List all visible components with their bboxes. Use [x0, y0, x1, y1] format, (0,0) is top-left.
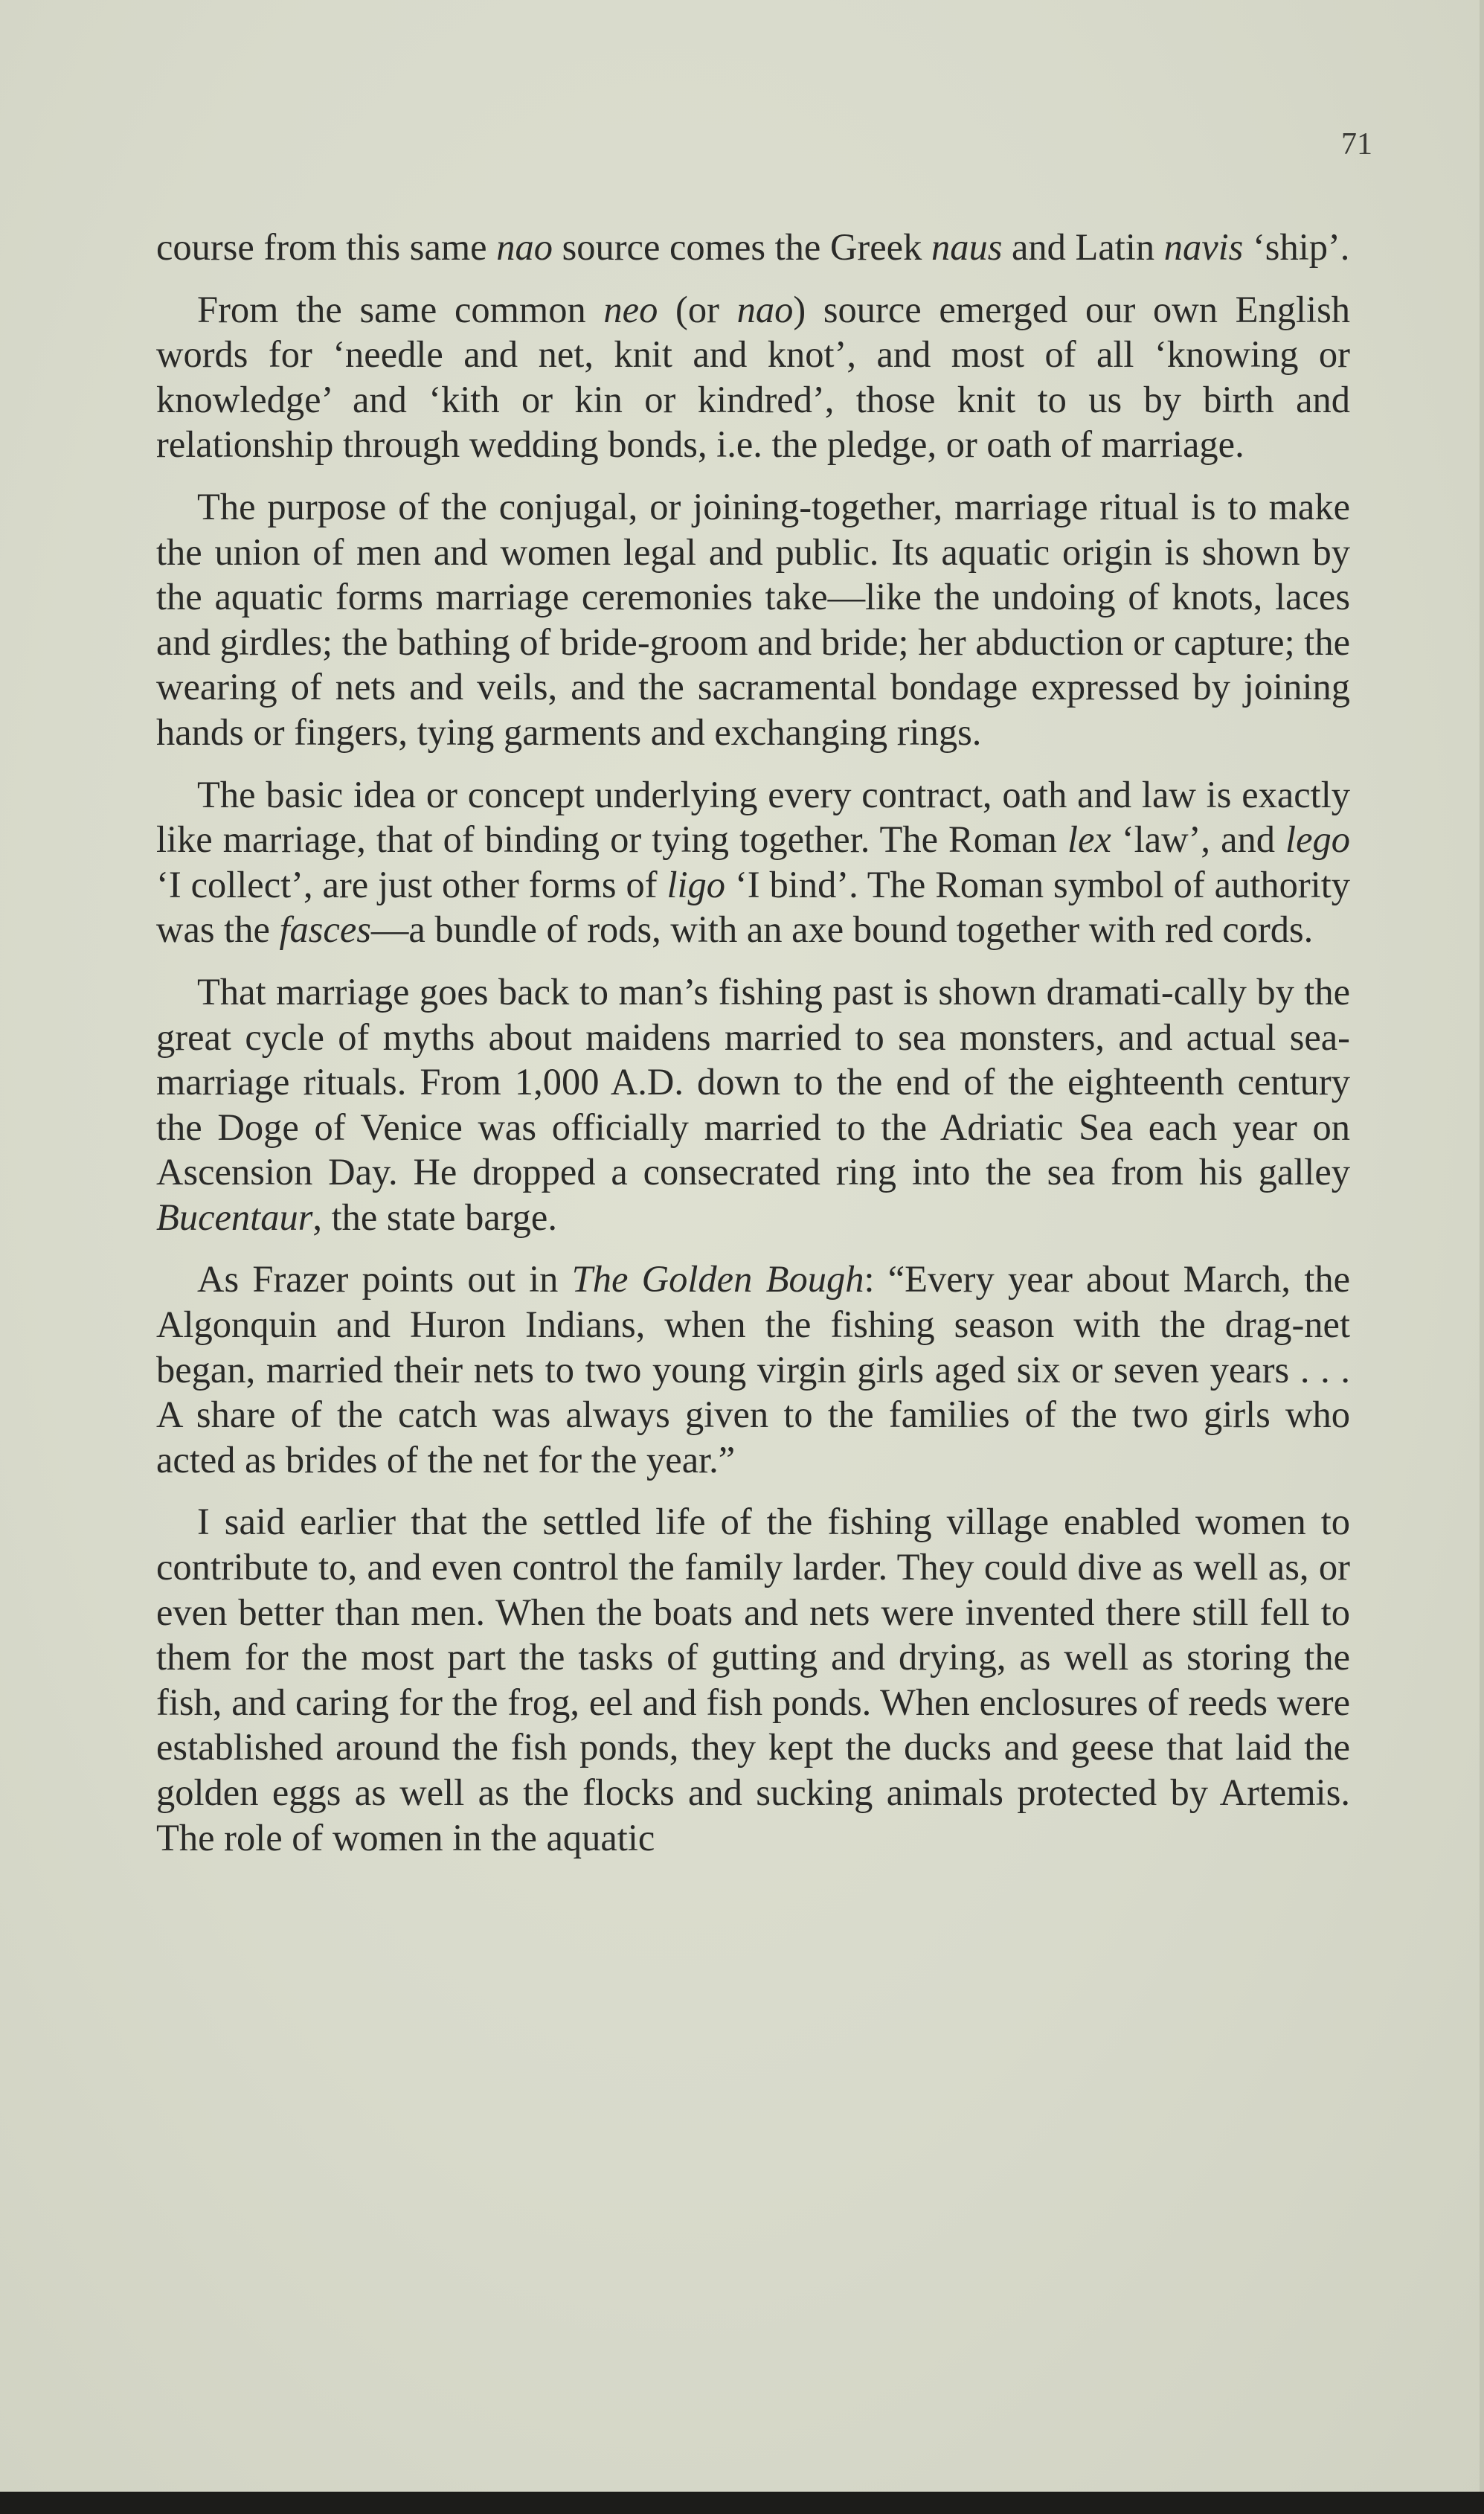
text-run: I said earlier that the settled life of the fishing village enabled women to contribute to, and even control the family larder. They could dive as well as, or even better than men. When the boats and nets were invented there still fell to them for the most part the tasks of gutting and drying, as well as storing the fish, and caring for the frog, eel and fish ponds. When enclosures of reeds were established around the fish ponds, they kept the ducks and geese that laid the golden eggs as well as the flocks and sucking animals protected by Artemis. The role of women in the aquatic	[156, 1501, 1350, 1859]
paragraph	[156, 1499, 1350, 1860]
text-run: , the state barge.	[312, 1196, 557, 1238]
text-run: The purpose of the conjugal, or joining-together, marriage ritual is to make the union of men and women legal and public. Its aquatic origin is shown by the aquatic forms marriage ceremonies take—like the undoing of knots, laces and girdles; the bathing of bride-groom and bride; her abduction or capture; the wearing of nets and veils, and the sacramental bondage expressed by joining hands or fingers, tying garments and exchanging rings.	[156, 485, 1350, 753]
paragraph	[156, 287, 1350, 467]
paragraph	[156, 225, 1350, 270]
paragraph	[156, 484, 1350, 755]
text-run: source comes the Greek	[552, 226, 931, 268]
text-run: As Frazer points out in	[197, 1258, 572, 1301]
italic-term: nao	[496, 226, 553, 268]
text-run: and Latin	[1002, 226, 1164, 268]
text-run: : “Every year about March, the Algonquin and Huron Indians, when the fishing season with the drag-net began, married their nets to two young virgin girls aged six or seven years . . . A share of the catch was always given to the families of the two girls who acted as brides of the net for the year.”	[156, 1258, 1351, 1481]
scan-bottom-border	[0, 2492, 1484, 2514]
italic-term: neo	[603, 288, 658, 330]
body-text	[156, 225, 1350, 1877]
italic-term: navis	[1163, 226, 1244, 268]
text-run: course from this same	[156, 226, 497, 268]
paragraph	[156, 772, 1350, 952]
text-run: ‘I bind’. The Roman symbol of authority was the	[156, 863, 1351, 951]
text-run: ) source emerged our own English words for ‘needle and net, knit and knot’, and most of all ‘knowing or knowledge’ and ‘kith or kin or kindred’, those knit to us by birth and relationship through wedding bonds, i.e. the pledge, or oath of marriage.	[156, 288, 1350, 466]
italic-term: ligo	[666, 863, 726, 905]
italic-term: naus	[931, 226, 1003, 268]
text-run: ‘ship’.	[1243, 226, 1350, 268]
italic-term: Bucentaur	[156, 1196, 313, 1238]
italic-term: The Golden Bough	[571, 1258, 864, 1301]
text-run: —a bundle of rods, with an axe bound together with red cords.	[370, 908, 1314, 951]
text-run: ‘law’, and	[1111, 818, 1286, 861]
text-run: ‘I collect’, are just other forms of	[156, 863, 667, 905]
italic-term: nao	[736, 288, 794, 330]
text-run: (or	[658, 288, 737, 330]
text-run: That marriage goes back to man’s fishing past is shown dramati-cally by the great cycle of myths about maidens married to sea monsters, and actual sea-marriage rituals. From 1,000 A.D. down to the end of the eighteenth century the Doge of Venice was officially married to the Adriatic Sea each year on Ascension Day. He dropped a consecrated ring into the sea from his galley	[156, 970, 1350, 1193]
italic-term: fasces	[279, 908, 371, 951]
paragraph	[156, 969, 1350, 1240]
page-edge-shadow	[1480, 0, 1484, 2514]
paragraph	[156, 1257, 1350, 1482]
italic-term: lego	[1285, 818, 1350, 861]
text-run: The basic idea or concept underlying every contract, oath and law is exactly like marriage, that of binding or tying together. The Roman	[156, 773, 1350, 861]
text-run: From the same common	[197, 288, 604, 330]
page-number: 71	[1341, 127, 1372, 161]
italic-term: lex	[1067, 818, 1111, 861]
